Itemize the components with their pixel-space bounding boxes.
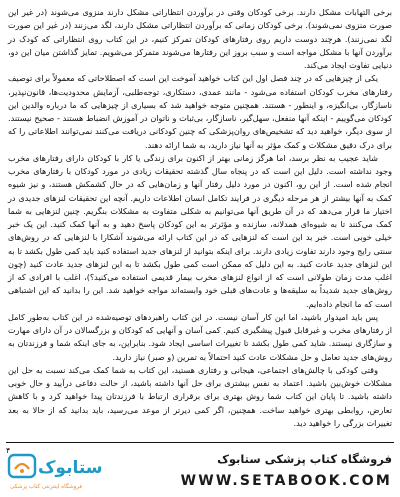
logo-brand-text: ستابوک (38, 458, 103, 478)
setabook-logo (8, 451, 103, 493)
paragraph-2: یکی از چیزهایی که در چند فصل اول این کتاب خواهید آموخت این است که اصطلاحاتی که معمولاً برای توصیف رفتارهای مخرب کودکان استفاده می‌شود - مانند عمدی، دستکاری، توجه‌طلبی، آزمایش محدودیت‌ها، قانون‌نپذیر، ناسازگار، بی‌انگیزه، و اینطور - هستند. همچنین متوجه خواهید شد که بسیاری از چیزهایی که ما درباره والدین این کودکان می‌گوییم - اینکه آنها منفعل، سهل‌گیر، ناسازگار، بی‌ثبات و ناتوان در آموزش انضباط هستند - صحیح نیستند. از سوی دیگر، خواهید دید که تشخیص‌های روان‌پزشکی که چنین کودکانی دریافت می‌کنند نمی‌توانند اطلاعاتی را که برای درک دقیق مشکلات و کمک مؤثر به آنها نیاز دارید، به شما ارائه دهند. (8, 73, 392, 150)
footer-divider (6, 442, 394, 443)
paragraph-5: وقتی کودکی با چالش‌های اجتماعی، هیجانی و رفتاری هستید، این کتاب به شما کمک می‌کند نسبت به حل این مشکلات خوش‌بین باشید. اعتماد به نفس بیشتری برای حل آنها داشته باشید، از حالت دفاعی درآیید و حال خوبی داشته باشید. تا پایان این کتاب شما روش بهتری برای برقراری ارتباط با فرزندتان پیدا خواهید کرد و با کاهش تعارض، روابطی بهتری خواهید ساخت. همچنین، اگر کمی دیرتر از موعد می‌رسید، باید بدانید که از حالا به بعد تغییرات بزرگی را خواهید دید. (8, 364, 392, 428)
site-url-link[interactable]: WWW.SETABOOK.COM (180, 473, 392, 489)
page-body-text (8, 6, 392, 430)
logo-tagline: فروشگاه اینترنتی کتاب پزشکی (10, 484, 83, 490)
shop-name: فروشگاه کتاب پزشکی ستابوک (217, 452, 392, 466)
paragraph-1: برخی التهابات مشکل دارند. برخی کودکان وقتی در برآوردن انتظاراتی مشکل دارند منزوی می‌شوند (در غیر این صورت منزوی نمی‌شوند). برخی کودکان زمانی که برآوردن انتظاراتی مشکل دارند، لگد می‌زنند (در غیر این صورت لگد نمی‌زنند). هرچند دوست داریم روی رفتارهای کودکان تمرکز کنیم، در این کتاب روی انتظاراتی که کودک در برآوردن آنها با مشکل مواجه است و سبب بروز این رفتارها می‌شوند متمرکز می‌شویم. تمایز گذاشتن میان این دو، دنیایی تفاوت ایجاد می‌کند. (8, 7, 392, 70)
paragraph-3: شاید عجیب به نظر برسد، اما هرگز زمانی بهتر از اکنون برای زندگی یا کار با کودکان دارای رفتارهای مخرب وجود نداشته است. دلیل این است که در پنجاه سال گذشته تحقیقات زیادی در مورد کودکان با رفتارهای مخرب انجام شده است. از این رو، اکنون در مورد دلیل رفتار آنها و زمان‌هایی که در حال کشمکش هستند، و نیز شیوه کمک به آنها بیشتر از هر مرحله دیگری در فرایند تکامل انسان اطلاعات داریم. آنچه این تحقیقات لنزهای جدیدی در اختیار ما قرار می‌دهد که در آن طریق آنها می‌توانیم به شکلی متفاوت به مشکلات بنگریم. چنین لنزهایی به شما کمک می‌کنند تا به شیوه‌ای همدلانه، سازنده و مؤثرتر به این کودکان پاسخ دهید و به آنها کمک کنید. این یک خبر خیلی خوبی است. خبر بد این است که لنزهایی که در این کتاب ارائه می‌شوند آشکارا با لنزهایی که در روش‌های سنتی رایج وجود دارند تفاوت زیادی دارند. برای اینکه بتوانید از لنزهای جدید استفاده کنید باید کمی طول بکشد تا به این لنزهای جدید عادت کنید. به این دلیل که ممکن است کمی طول بکشد تا به این لنزهای جدید عادت کنید (چون اغلب مدت زمان طولانی است که از انواع لنزهای مخرب بیمار قدیمی استفاده می‌کنید؟)، اغلب با افرادی که از روش‌های جدید شدیداً به سلیقه‌ها و عادت‌های قبلی خود وابسته‌اند مواجه خواهید شد. این را بدانید که این اشتباهی است که ما انجام داده‌ایم. (8, 152, 392, 309)
page-number: ۴ (6, 446, 11, 455)
paragraph-4: پس باید امیدوار باشید، اما این کار آسان نیست. در این کتاب راهبردهای توصیه‌شده در این کتاب به‌طور کامل از رفتارهای مخرب و غیرقابل قبول پیشگیری کنیم. کمی آسان و آنهایی که کودکان و بزرگسالان در آن دارای مهارت و سازگاری نیستند. شاید کمی طول بکشد تا تغییرات اساسی ایجاد شود. بنابراین، به جای اینکه شما و فرزندتان به روش‌های جدید تعامل و حل مشکلات عادت کنید احتمالاً به تمرین (و صبر) نیاز دارید. (8, 311, 392, 362)
